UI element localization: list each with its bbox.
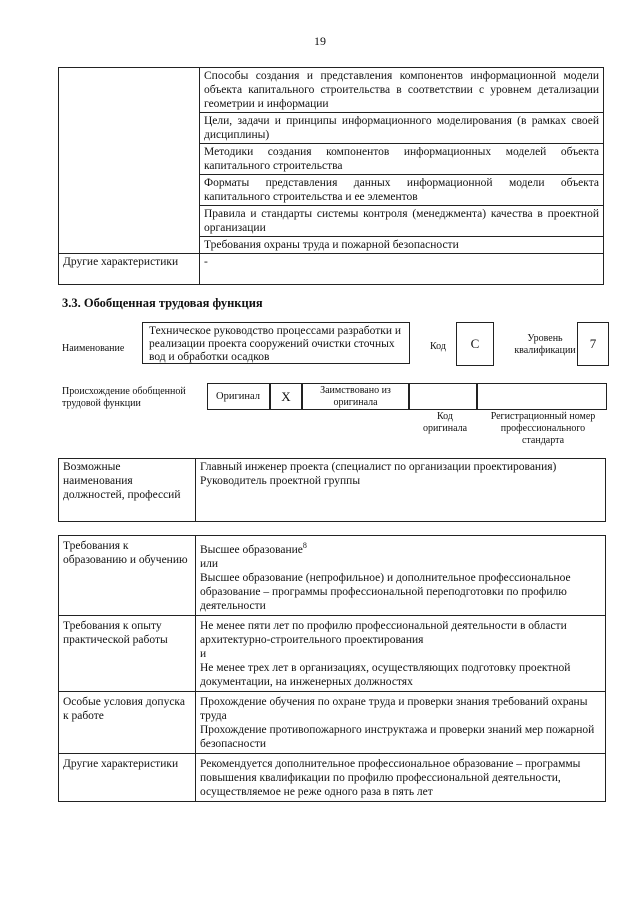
positions-label: Возможные наименования должностей, профессий — [59, 459, 196, 522]
original-label-box: Оригинал — [207, 383, 270, 410]
level-label: Уровень квалификации — [514, 333, 576, 356]
level-value-box: 7 — [577, 322, 609, 366]
education-line: Высшее образование — [200, 543, 303, 556]
original-code-box — [409, 383, 477, 410]
original-mark-box: X — [270, 383, 302, 410]
education-value — [196, 536, 606, 616]
other-characteristics-value: - — [200, 254, 604, 285]
admission-value — [196, 691, 606, 753]
table-row: Требования охраны труда и пожарной безопасности — [200, 237, 604, 254]
admission-line: Прохождение противопожарного инструктажа и проверки знаний мер пожарной безопасности — [200, 723, 595, 750]
other-characteristics-label: Другие характеристики — [59, 254, 200, 285]
requirements-table — [58, 535, 606, 802]
other-value — [196, 753, 606, 801]
other-label: Другие характеристики — [59, 753, 196, 801]
experience-label: Требования к опыту практической работы — [59, 615, 196, 691]
education-line: Высшее образование (непрофильное) и дополнительное профессиональное образование – программы профессиональной переподготовки по профилю деятельности — [200, 571, 571, 612]
knowledge-table — [58, 67, 604, 285]
experience-line: и — [200, 647, 207, 660]
name-label: Наименование — [62, 343, 125, 354]
positions-values — [196, 459, 606, 522]
page-number: 19 — [314, 34, 326, 48]
borrowed-label-box: Заимствовано из оригинала — [302, 383, 409, 410]
position-item: Главный инженер проекта (специалист по организации проектирования) — [200, 461, 557, 473]
table-row: Цели, задачи и принципы информационного моделирования (в рамках своей дисциплины) — [200, 113, 604, 144]
positions-table — [58, 458, 606, 522]
registration-caption: Регистрационный номер профессионального стандарта — [490, 411, 596, 446]
table-row: Форматы представления данных информационной модели объекта капитального строительства и ее элементов — [200, 175, 604, 206]
experience-line: Не менее трех лет в организациях, осуществляющих подготовку проектной документации, на инженерных должностях — [200, 661, 571, 688]
experience-value — [196, 615, 606, 691]
function-name-box: Техническое руководство процессами разработки и реализации проекта сооружений очистки сточных вод и обработки осадков — [142, 322, 410, 364]
table-cell-empty — [59, 68, 200, 254]
other-line: Рекомендуется дополнительное профессиональное образование – программы повышения квалификации по профилю профессиональной деятельности, осуществляемое не реже одного раза в пять лет — [200, 757, 581, 798]
position-item: Руководитель проектной группы — [200, 475, 361, 487]
table-row: Правила и стандарты системы контроля (менеджмента) качества в проектной организации — [200, 206, 604, 237]
table-row: Методики создания компонентов информационных моделей объекта капитального строительства — [200, 144, 604, 175]
registration-number-box — [477, 383, 607, 410]
admission-label: Особые условия допуска к работе — [59, 691, 196, 753]
admission-line: Прохождение обучения по охране труда и проверки знания требований охраны труда — [200, 695, 588, 722]
table-row: Способы создания и представления компонентов информационной модели объекта капитального строительства в соответствии с уровнем детализации геометрии и информации — [200, 68, 604, 113]
education-line: или — [200, 557, 219, 570]
education-label: Требования к образованию и обучению — [59, 536, 196, 616]
code-label: Код — [430, 341, 446, 352]
section-title: 3.3. Обобщенная трудовая функция — [62, 296, 263, 310]
footnote-mark: 8 — [302, 541, 307, 550]
experience-line: Не менее пяти лет по профилю профессиональной деятельности в области архитектурно-строительного проектирования — [200, 619, 567, 646]
origin-label: Происхождение обобщенной трудовой функции — [62, 386, 186, 409]
code-caption: Код оригинала — [422, 411, 468, 434]
code-value-box: C — [456, 322, 494, 366]
